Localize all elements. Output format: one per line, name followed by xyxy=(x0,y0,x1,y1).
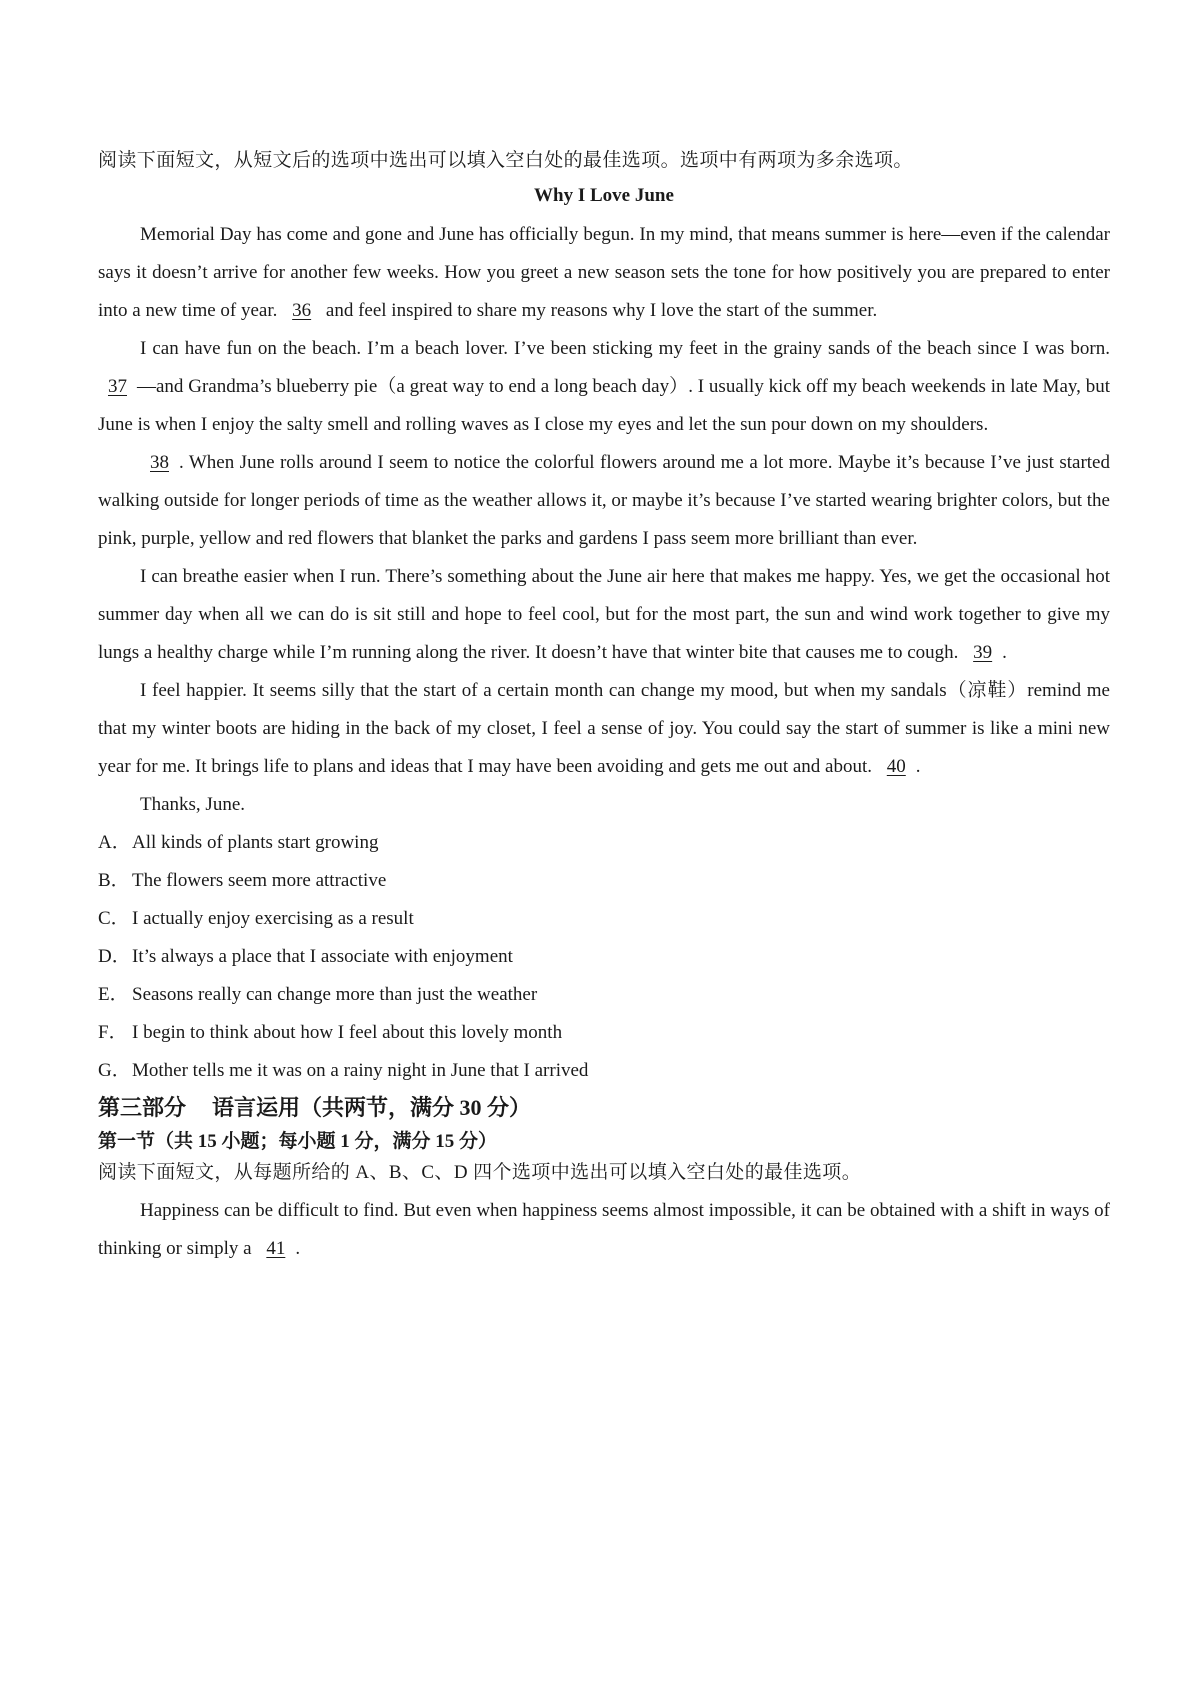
paragraph-2 xyxy=(98,330,1110,444)
passage-title: Why I Love June xyxy=(534,185,674,206)
part-three-title: 语言运用（共两节，满分 30 分） xyxy=(212,1095,532,1120)
option-text: I actually enjoy exercising as a result xyxy=(132,908,414,929)
option-text: I begin to think about how I feel about this lovely month xyxy=(132,1022,563,1043)
paragraph-3 xyxy=(98,444,1110,558)
cloze-paragraph-1 xyxy=(98,1192,1110,1268)
paragraph-4-text-b: . xyxy=(1002,642,1007,663)
cloze-paragraph-text-b: . xyxy=(295,1238,301,1259)
option-letter: G． xyxy=(98,1060,131,1081)
option-e xyxy=(98,976,1110,1014)
option-letter: D． xyxy=(98,946,131,967)
blank-38: 38 xyxy=(150,452,169,473)
paragraph-6: Thanks, June. xyxy=(140,794,246,815)
part-three-label: 第三部分 xyxy=(98,1095,187,1120)
option-d xyxy=(98,938,1110,976)
blank-37: 37 xyxy=(108,376,127,397)
section-one-heading: 第一节（共 15 小题；每小题 1 分，满分 15 分） xyxy=(98,1131,498,1152)
option-letter: A． xyxy=(98,832,131,853)
paragraph-4 xyxy=(98,558,1110,672)
option-g xyxy=(98,1052,1110,1090)
options-list xyxy=(98,824,1110,1090)
paragraph-2-text-b: —and Grandma’s blueberry pie（a great way to end a long beach day）. I usually kick off my beach weekends in late May, but June is when I enjoy the salty smell and rolling waves as I close my eyes and let the sun pour down on my shoulders. xyxy=(98,376,1110,435)
seven-choose-instruction: 阅读下面短文，从短文后的选项中选出可以填入空白处的最佳选项。选项中有两项为多余选项。 xyxy=(98,150,913,171)
option-text: All kinds of plants start growing xyxy=(132,832,379,853)
option-text: The flowers seem more attractive xyxy=(132,870,387,891)
option-a xyxy=(98,824,1110,862)
part-three-heading xyxy=(98,1090,1110,1126)
paragraph-1-text-b: and feel inspired to share my reasons why I love the start of the summer. xyxy=(325,300,878,321)
option-text: Mother tells me it was on a rainy night in June that I arrived xyxy=(132,1060,589,1081)
blank-40: 40 xyxy=(886,756,906,777)
paragraph-5-text-a: I feel happier. It seems silly that the start of a certain month can change my mood, but when my sandals（凉鞋）remind me that my winter boots are hiding in the back of my closet, I feel a sense of joy. You could say the start of summer is like a mini new year for me. It brings life to plans and ideas that I may have been avoiding and gets me out and about. xyxy=(98,680,1110,777)
option-f xyxy=(98,1014,1110,1052)
option-letter: B． xyxy=(98,870,130,891)
paragraph-1 xyxy=(98,216,1110,330)
option-letter: E． xyxy=(98,984,129,1005)
paragraph-2-text-a: I can have fun on the beach. I’m a beach lover. I’ve been sticking my feet in the grainy sands of the beach since I was born. xyxy=(140,338,1110,359)
paragraph-5-text-b: . xyxy=(915,756,921,777)
option-b xyxy=(98,862,1110,900)
option-letter: F． xyxy=(98,1022,128,1043)
cloze-paragraph-text-a: Happiness can be difficult to find. But even when happiness seems almost impossible, it can be obtained with a shift in ways of thinking or simply a xyxy=(98,1200,1110,1259)
blank-39: 39 xyxy=(973,642,993,663)
exam-page xyxy=(98,146,1110,1268)
paragraph-1-text-a: Memorial Day has come and gone and June has officially begun. In my mind, that means summer is here—even if the calendar says it doesn’t arrive for another few weeks. How you greet a new season sets the tone for how positively you are prepared to enter into a new time of year. xyxy=(98,224,1110,321)
paragraph-4-text-a: I can breathe easier when I run. There’s something about the June air here that makes me happy. Yes, we get the occasional hot summer day when all we can do is sit still and hope to feel cool, but for the most part, the sun and wind work together to give my lungs a healthy charge while I’m running along the river. It doesn’t have that winter bite that causes me to cough. xyxy=(98,566,1110,663)
option-text: Seasons really can change more than just the weather xyxy=(132,984,538,1005)
cloze-instruction: 阅读下面短文，从每题所给的 A、B、C、D 四个选项中选出可以填入空白处的最佳选项。 xyxy=(98,1162,862,1183)
option-text: It’s always a place that I associate with enjoyment xyxy=(132,946,513,967)
paragraph-3-text: . When June rolls around I seem to notice the colorful flowers around me a lot more. Maybe it’s because I’ve just started walking outside for longer periods of time as the weather allows it, or maybe it’s because I’ve started wearing brighter colors, but the pink, purple, yellow and red flowers that blanket the parks and gardens I pass seem more brilliant than ever. xyxy=(98,452,1110,549)
blank-36: 36 xyxy=(292,300,312,321)
option-c xyxy=(98,900,1110,938)
paragraph-5 xyxy=(98,672,1110,786)
blank-41: 41 xyxy=(266,1238,286,1259)
option-letter: C． xyxy=(98,908,130,929)
